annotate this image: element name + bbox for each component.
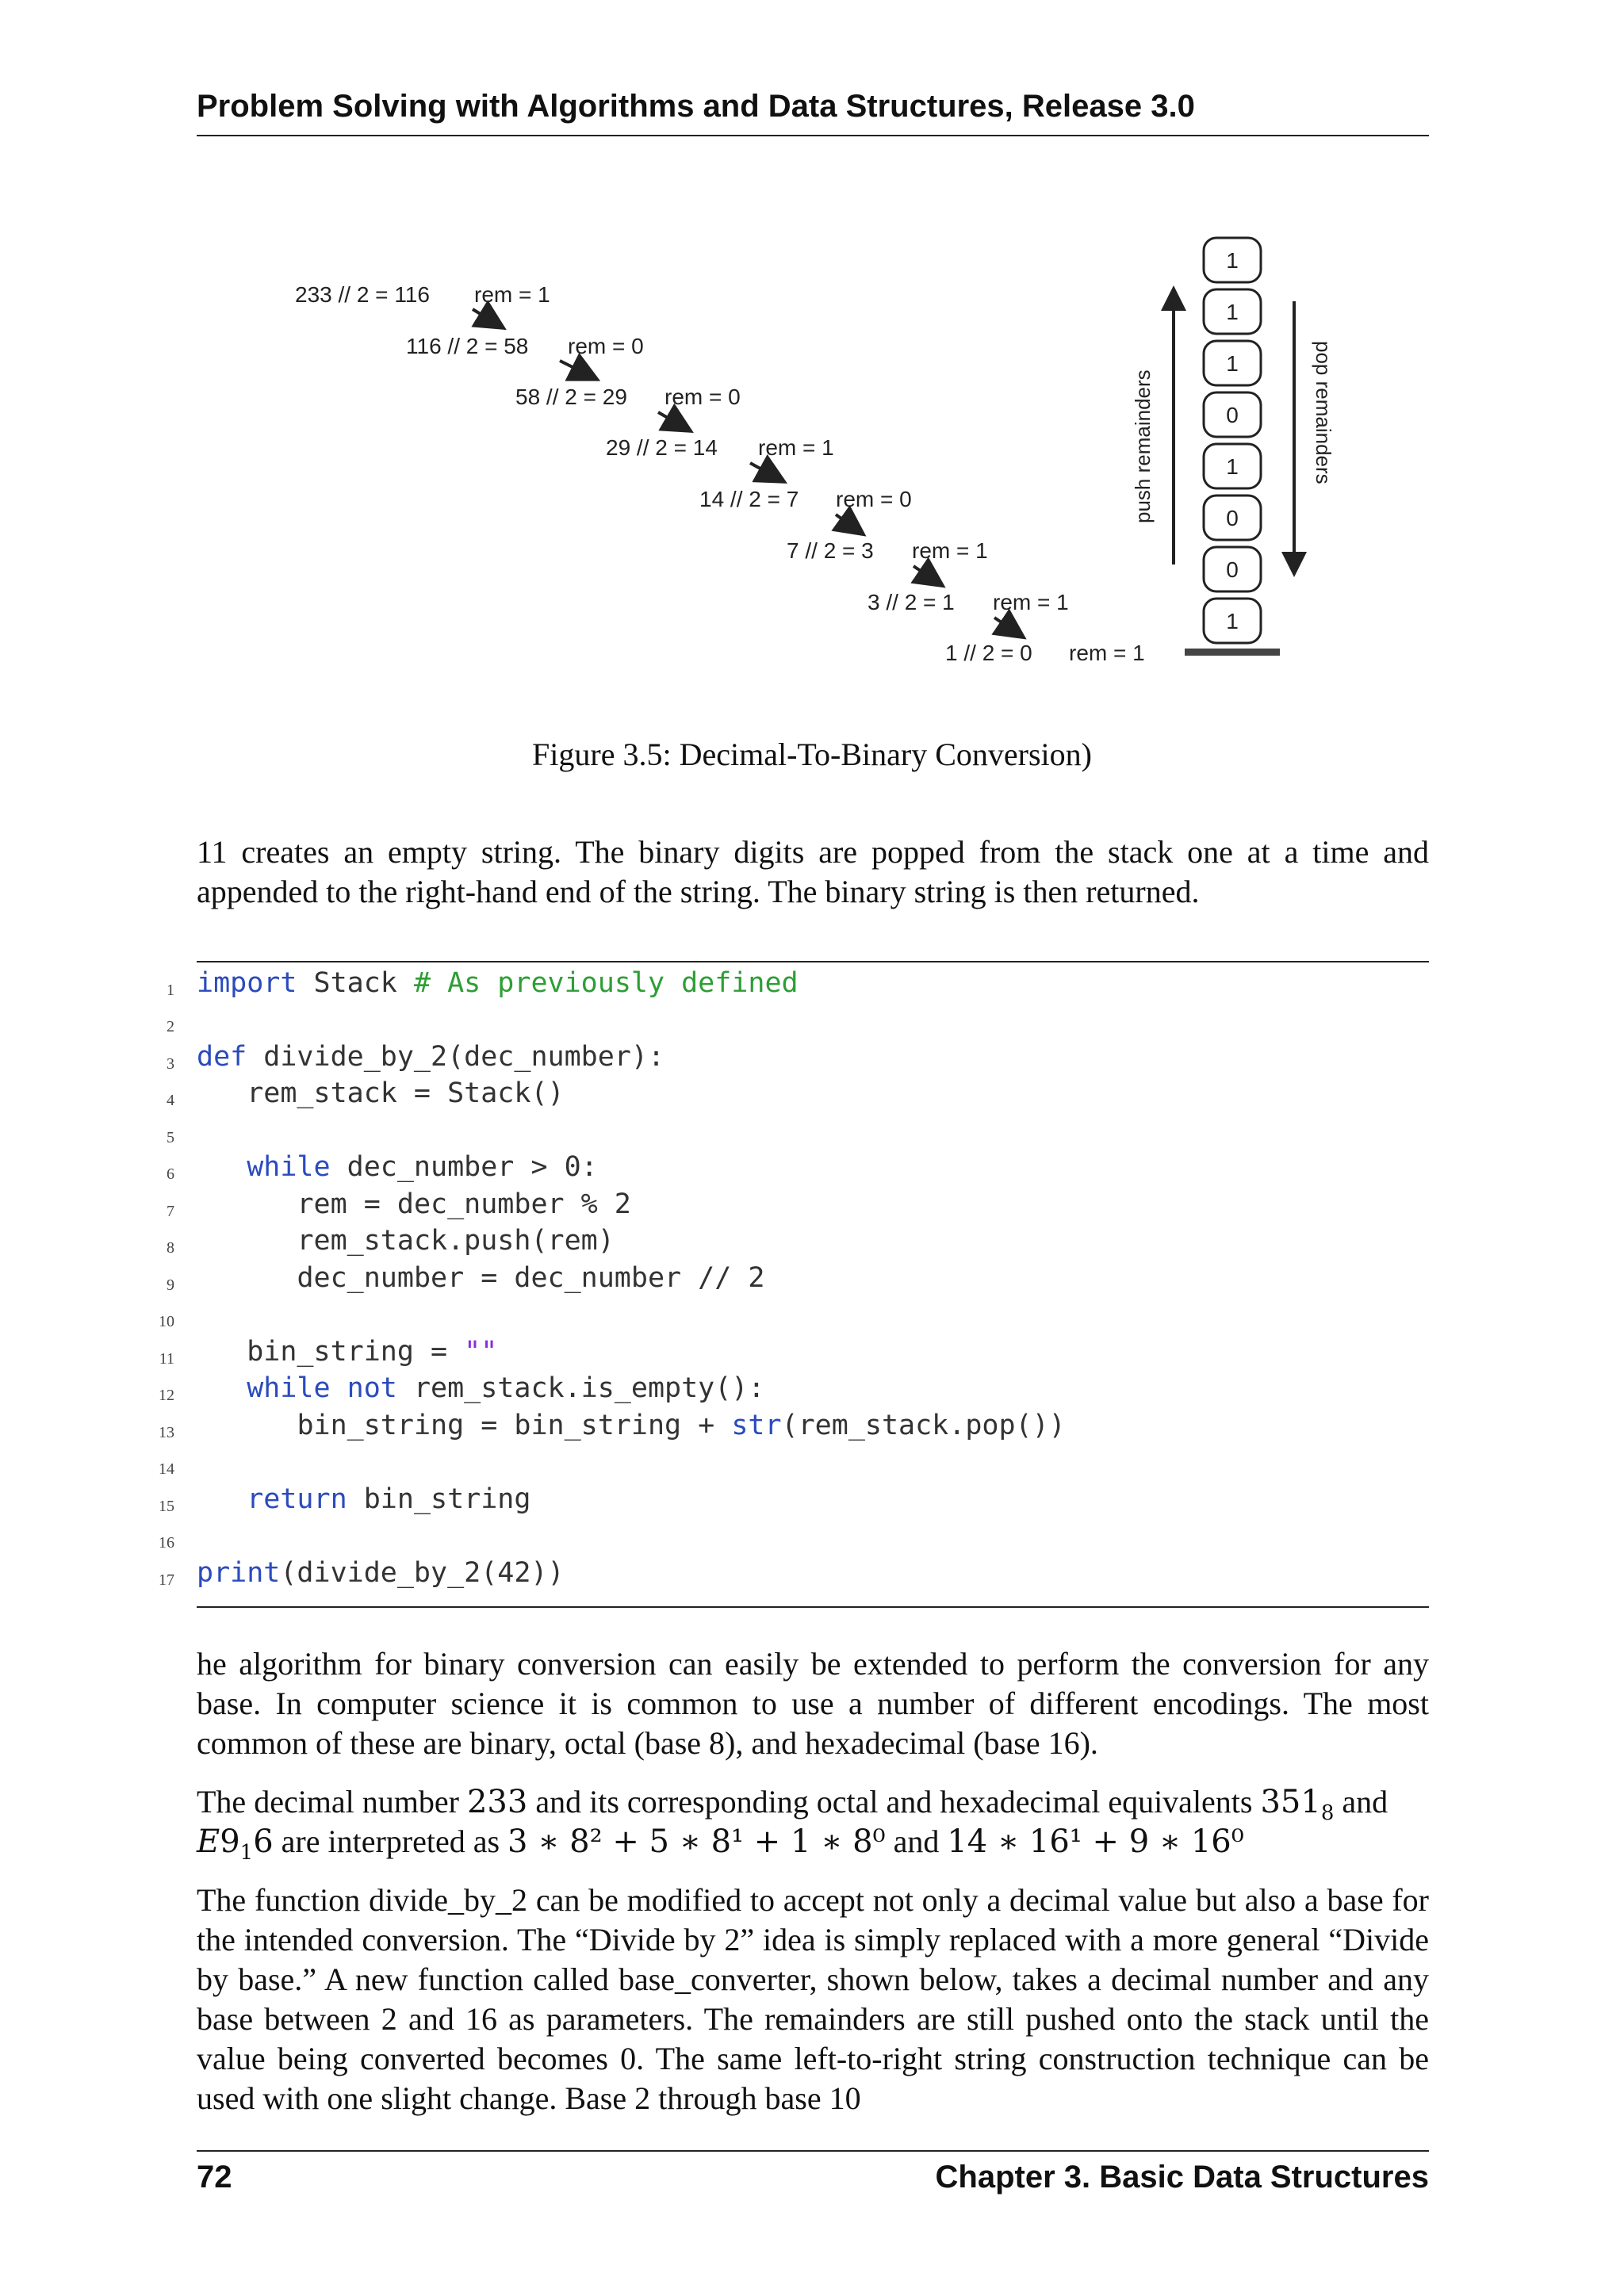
stack-cell-value: 1	[1226, 300, 1239, 324]
code-top-rule	[197, 961, 1429, 962]
code-string: ""	[464, 1336, 498, 1368]
para3-text: and	[885, 1823, 948, 1859]
code-line	[197, 1041, 665, 1073]
line-number: 13	[159, 1424, 174, 1441]
step-arrow	[560, 361, 595, 378]
code-comment: # As previously defined	[413, 967, 799, 999]
running-header-title: Problem Solving with Algorithms and Data Structures, Release 3.0	[197, 89, 1195, 124]
line-number: 1	[167, 982, 174, 999]
code-bottom-rule	[197, 1606, 1429, 1608]
code-keyword: while	[247, 1372, 331, 1404]
step-equation: 116 // 2 = 58	[406, 334, 529, 358]
code-keyword: print	[197, 1557, 281, 1589]
code-line	[197, 1336, 497, 1368]
paragraph-2: he algorithm for binary conversion can easily be extended to perform the conversion for any base. In computer science it is common to use a number of different encodings. The most common of these are binary, octal (base 8), and hexadecimal (base 16).	[197, 1646, 1429, 1761]
stack-cell-value: 0	[1226, 506, 1239, 530]
code-indent	[197, 1336, 247, 1368]
code-text: rem_stack.is_empty():	[396, 1372, 765, 1404]
stack-cell-value: 1	[1226, 609, 1239, 633]
code-builtin: str	[731, 1410, 782, 1441]
code-keyword: return	[247, 1483, 347, 1515]
code-line	[197, 967, 799, 999]
para3-text: are interpreted as	[273, 1823, 508, 1859]
paragraph-3	[197, 1782, 1429, 1865]
header-rule	[197, 135, 1429, 136]
hex-value	[197, 1823, 274, 1865]
line-number: 4	[167, 1092, 174, 1109]
stack-cell-value: 1	[1226, 248, 1239, 273]
step-arrow	[658, 412, 688, 430]
line-number: 17	[159, 1571, 174, 1589]
line-number: 7	[167, 1203, 174, 1220]
code-text: (rem_stack.pop())	[781, 1410, 1066, 1441]
hex-letter: E	[197, 1823, 220, 1860]
step-remainder: rem = 1	[1069, 641, 1145, 665]
line-number: 10	[159, 1313, 174, 1330]
octal-base: 8	[1320, 1801, 1335, 1825]
code-indent	[197, 1151, 247, 1183]
stack-cell-value: 1	[1226, 351, 1239, 376]
code-indent	[197, 1372, 247, 1404]
code-keyword: while	[247, 1151, 331, 1183]
code-indent	[197, 1225, 297, 1257]
paragraph-4: The function divide_by_2 can be modified to accept not only a decimal value but also a base for the intended conversion. The “Divide by 2” idea is simply replaced with a more general “Divide by base.” A new function called base_converter, shown below, takes a decimal number and any base between 2 and 16 as parameters. The remainders are still pushed onto the stack until the value being converted becomes 0. The same left-to-right string construction technique can be used with one slight change. Base 2 through base 10	[197, 1882, 1429, 2116]
line-number: 11	[159, 1350, 174, 1368]
code-indent	[197, 1410, 297, 1441]
step-equation: 1 // 2 = 0	[945, 641, 1032, 665]
para3-text: and	[1334, 1784, 1388, 1820]
line-number: 2	[167, 1018, 174, 1035]
hex-subscript: 1	[239, 1841, 254, 1865]
code-indent	[197, 1077, 247, 1109]
code-line	[197, 1188, 631, 1220]
line-number: 12	[159, 1387, 174, 1404]
code-text: rem_stack = Stack()	[247, 1077, 565, 1109]
step-remainder: rem = 0	[665, 385, 741, 409]
code-indent	[197, 1262, 297, 1294]
step-equation: 7 // 2 = 3	[787, 538, 874, 563]
code-text: dec_number = dec_number // 2	[297, 1262, 765, 1294]
code-line	[197, 1410, 1066, 1441]
code-line	[197, 1262, 764, 1294]
footer-rule	[197, 2150, 1429, 2152]
figure-caption: Figure 3.5: Decimal-To-Binary Conversion)	[532, 737, 1092, 772]
code-keyword: not	[330, 1372, 397, 1404]
step-equation: 29 // 2 = 14	[606, 435, 718, 460]
remainder-stack	[1185, 238, 1280, 656]
step-equation: 58 // 2 = 29	[515, 385, 627, 409]
step-arrow	[473, 309, 501, 327]
line-number: 3	[167, 1055, 174, 1073]
line-number: 6	[167, 1165, 174, 1183]
line-number: 15	[159, 1498, 174, 1515]
code-text: rem_stack.push(rem)	[297, 1225, 615, 1257]
line-number: 16	[159, 1534, 174, 1552]
code-text: Stack	[297, 967, 414, 999]
step-equation: 233 // 2 = 116	[295, 282, 430, 307]
decimal-to-binary-figure	[285, 222, 1348, 698]
line-number: 5	[167, 1129, 174, 1146]
step-remainder: rem = 0	[836, 487, 912, 511]
stack-cell-value: 1	[1226, 454, 1239, 479]
code-text: bin_string = bin_string +	[297, 1410, 732, 1441]
chapter-title: Chapter 3. Basic Data Structures	[935, 2160, 1429, 2195]
code-line	[197, 1151, 598, 1183]
code-indent	[197, 1483, 247, 1515]
step-equation: 14 // 2 = 7	[699, 487, 799, 511]
octal-expansion: 3 ∗ 8² + 5 ∗ 8¹ + 1 ∗ 8⁰	[508, 1823, 886, 1860]
paragraph-1: 11 creates an empty string. The binary digits are popped from the stack one at a time and appended to the right-hand end of the string. The binary string is then returned.	[197, 834, 1429, 909]
code-text: rem = dec_number % 2	[297, 1188, 631, 1220]
step-arrow	[994, 618, 1021, 636]
hex-digit: 6	[253, 1823, 274, 1860]
hex-digit: 9	[220, 1823, 240, 1860]
step-remainder: rem = 1	[758, 435, 834, 460]
hex-expansion: 14 ∗ 16¹ + 9 ∗ 16⁰	[947, 1823, 1244, 1860]
step-remainder: rem = 1	[993, 590, 1069, 614]
step-arrow	[914, 566, 940, 584]
division-steps	[295, 282, 1145, 665]
pop-remainders-label: pop remainders	[1312, 341, 1335, 484]
step-remainder: rem = 1	[912, 538, 988, 563]
code-text: (divide_by_2(42))	[280, 1557, 565, 1589]
code-line	[197, 1077, 565, 1109]
code-text: bin_string	[347, 1483, 531, 1515]
code-line	[197, 1483, 530, 1515]
push-remainders-label: push remainders	[1131, 369, 1155, 523]
line-number: 14	[159, 1460, 174, 1478]
page-number: 72	[197, 2160, 232, 2195]
math-number: 233	[466, 1784, 528, 1820]
stack-base	[1185, 649, 1280, 656]
code-text: divide_by_2(dec_number):	[247, 1041, 665, 1073]
code-keyword: import	[197, 967, 297, 999]
line-number: 8	[167, 1239, 174, 1257]
code-text: bin_string =	[247, 1336, 465, 1368]
step-remainder: rem = 0	[568, 334, 644, 358]
stack-cell-value: 0	[1226, 403, 1239, 427]
code-line	[197, 1225, 615, 1257]
code-keyword: def	[197, 1041, 247, 1073]
step-arrow	[750, 463, 782, 480]
code-line	[197, 1372, 764, 1404]
line-number: 9	[167, 1276, 174, 1294]
code-line	[197, 1557, 565, 1589]
step-equation: 3 // 2 = 1	[868, 590, 955, 614]
octal-value	[1260, 1784, 1335, 1825]
para3-text: and its corresponding octal and hexadecimal equivalents	[527, 1784, 1261, 1820]
stack-cell-value: 0	[1226, 557, 1239, 582]
code-indent	[197, 1188, 297, 1220]
step-arrow	[836, 515, 861, 533]
code-text: dec_number > 0:	[330, 1151, 598, 1183]
octal-digits: 351	[1260, 1784, 1321, 1820]
step-remainder: rem = 1	[474, 282, 550, 307]
para3-text: The decimal number	[197, 1784, 467, 1820]
